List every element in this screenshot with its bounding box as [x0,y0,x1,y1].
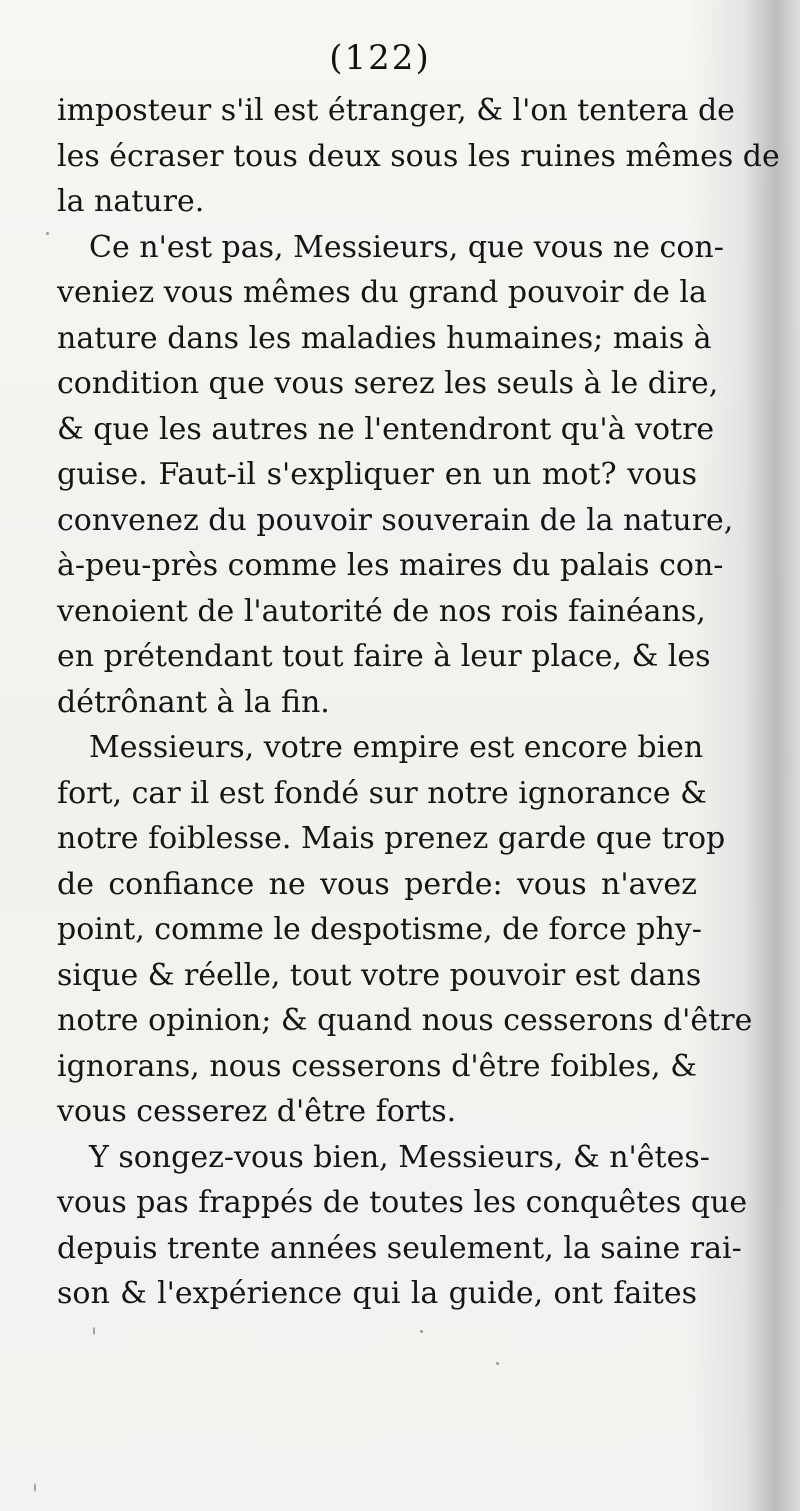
text-line: Ce n'est pas, Messieurs, que vous ne con- [89,229,724,265]
text-line: de confiance ne vous perde: vous n'avez [57,866,697,902]
text-line: notre opinion; & quand nous cesserons d'être [57,1003,753,1038]
paragraph [57,88,780,225]
text-line: point, comme le despotisme, de force phy- [57,912,702,947]
text-line: Messieurs, votre empire est encore bien [89,730,704,765]
paragraph [57,725,753,1135]
text-line: Y songez-vous bien, Messieurs, & n'êtes- [89,1139,710,1175]
text-line: convenez du pouvoir souverain de la nature, [57,502,734,538]
page-number: (122) [329,38,431,78]
text-line: venoient de l'autorité de nos rois fainéans, [57,593,706,629]
text-line: nature dans les maladies humaines; mais à [57,320,712,356]
paragraph [57,1135,748,1317]
text-line: détrônant à la fin. [57,684,330,720]
speck [34,1483,36,1492]
text-line: sique & réelle, tout votre pouvoir est dans [57,957,702,993]
speck [420,1330,423,1333]
text-line: les écraser tous deux sous les ruines mêmes de [57,138,780,174]
text-line: vous cesserez d'être forts. [57,1094,457,1129]
text-line: fort, car il est fondé sur notre ignorance & [57,775,707,811]
text-line: veniez vous mêmes du grand pouvoir de la [57,275,707,310]
text-line: depuis trente années seulement, la saine rai- [57,1230,742,1266]
text-line: & que les autres ne l'entendront qu'à votre [57,411,715,447]
speck [46,232,49,235]
speck [93,1327,95,1335]
speck [496,1362,499,1365]
body-text [57,88,780,1317]
text-line: en prétendant tout faire à leur place, & les [57,639,711,674]
paragraph [57,225,734,726]
text-line: ignorans, nous cesserons d'être foibles, & [57,1048,697,1084]
text-line: imposteur s'il est étranger, & l'on tentera de [57,93,735,128]
text-line: à-peu-près comme les maires du palais con- [57,548,724,583]
text-line: son & l'expérience qui la guide, ont faites [57,1276,697,1311]
text-line: notre foiblesse. Mais prenez garde que trop [57,821,726,856]
text-line: la nature. [57,184,205,219]
text-line: condition que vous serez les seuls à le dire, [57,366,719,401]
text-line: vous pas frappés de toutes les conquêtes que [57,1185,748,1220]
text-line: guise. Faut-il s'expliquer en un mot? vous [57,457,697,492]
